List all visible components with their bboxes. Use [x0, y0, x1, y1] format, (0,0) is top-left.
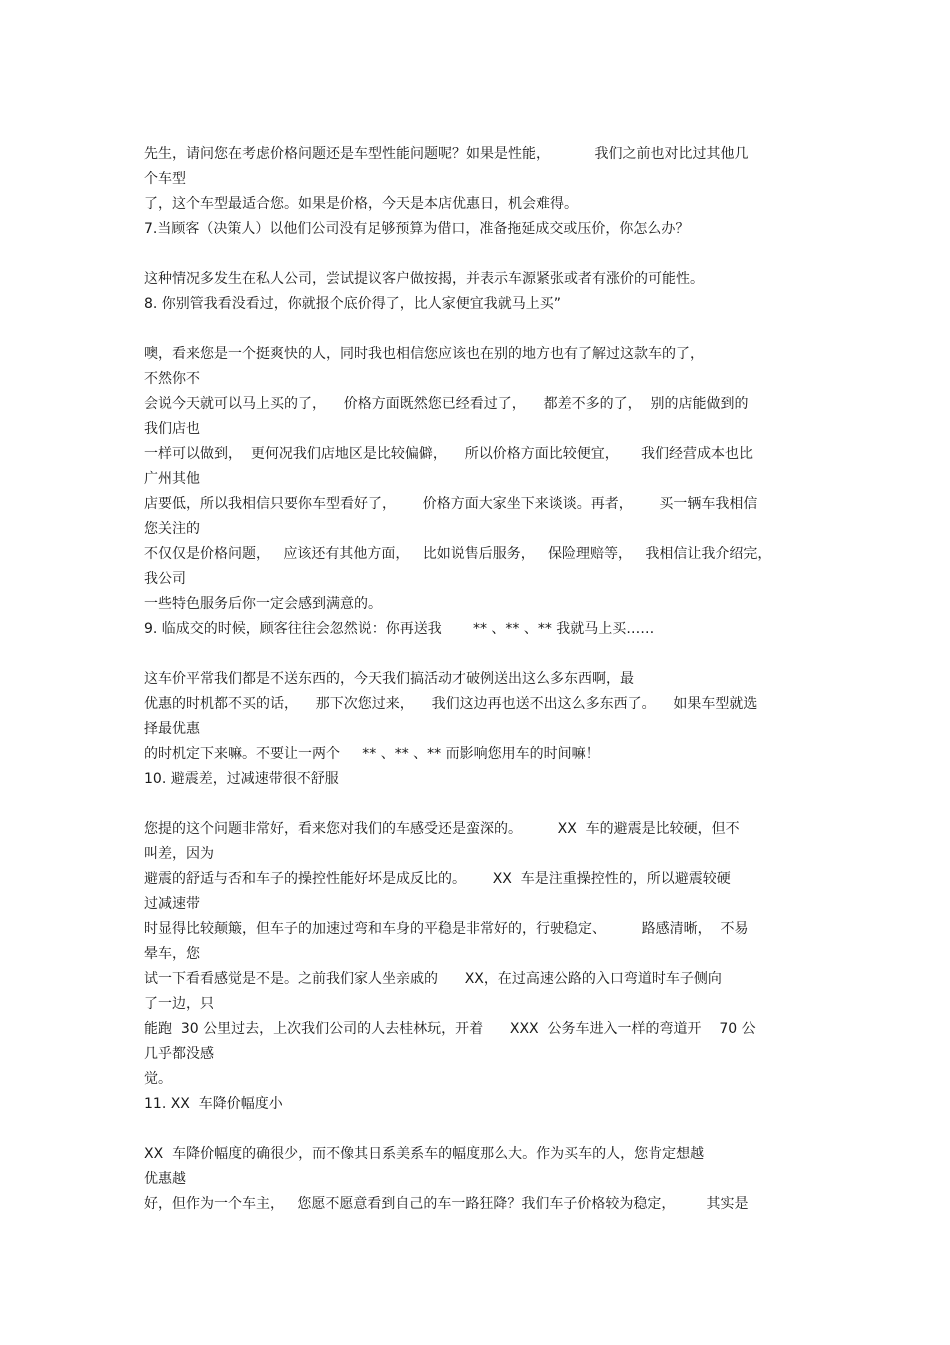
text-line: 您提的这个问题非常好，看来您对我们的车感受还是蛮深的。 XX 车的避震是比较硬，但不 [144, 821, 740, 837]
text-line: 噢，看来您是一个挺爽快的人，同时我也相信您应该也在别的地方也有了解过这款车的了， [144, 346, 704, 362]
text-line: 店要低，所以我相信只要你车型看好了， 价格方面大家坐下来谈谈。再者， 买一辆车我相信 [144, 496, 758, 512]
text-line: 的时机定下来嘛。不要让一两个 ** 、** 、** 而影响您用车的时间嘛！ [144, 746, 600, 762]
text-line: 优惠越 [144, 1171, 186, 1187]
text-line: 能跑 30 公里过去，上次我们公司的人去桂林玩，开着 XXX 公务车进入一样的弯道开 70 公 [144, 1021, 756, 1037]
text-line: 过减速带 [144, 896, 200, 912]
text-line: 择最优惠 [144, 721, 200, 737]
text-line: 一样可以做到， 更何况我们店地区是比较偏僻， 所以价格方面比较便宜， 我们经营成本也比 [144, 446, 753, 462]
text-line: 不然你不 [144, 371, 200, 387]
text-line: 会说今天就可以马上买的了， 价格方面既然您已经看过了， 都差不多的了， 别的店能做到的 [144, 396, 749, 412]
text-line: XX 车降价幅度的确很少，而不像其日系美系车的幅度那么大。作为买车的人，您肯定想越 [144, 1146, 705, 1162]
text-line: 晕车，您 [144, 946, 200, 962]
text-line: 时显得比较颠簸，但车子的加速过弯和车身的平稳是非常好的，行驶稳定、 路感清晰， 不易 [144, 921, 749, 937]
text-line: 避震的舒适与否和车子的操控性能好坏是成反比的。 XX 车是注重操控性的，所以避震较硬 [144, 871, 731, 887]
text-line: 觉。 [144, 1071, 172, 1087]
question-heading: 10. 避震差，过减速带很不舒服 [144, 771, 339, 787]
text-line: 了一边，只 [144, 996, 214, 1012]
text-line: 广州其他 [144, 471, 200, 487]
text-line: 您关注的 [144, 521, 200, 537]
text-line: 好，但作为一个车主， 您愿不愿意看到自己的车一路狂降？我们车子价格较为稳定， 其实是 [144, 1196, 749, 1212]
text-line: 我公司 [144, 571, 186, 587]
text-line: 这种情况多发生在私人公司，尝试提议客户做按揭，并表示车源紧张或者有涨价的可能性。 [144, 271, 704, 287]
text-line: 一些特色服务后你一定会感到满意的。 [144, 596, 382, 612]
text-line: 几乎都没感 [144, 1046, 214, 1062]
question-heading: 11. XX 车降价幅度小 [144, 1096, 283, 1112]
text-line: 这车价平常我们都是不送东西的，今天我们搞活动才破例送出这么多东西啊，最 [144, 671, 634, 687]
text-line: 先生，请问您在考虑价格问题还是车型性能问题呢？如果是性能， 我们之前也对比过其他几 [144, 146, 749, 162]
text-line: 了，这个车型最适合您。如果是价格，今天是本店优惠日，机会难得。 [144, 196, 578, 212]
text-line: 优惠的时机都不买的话， 那下次您过来， 我们这边再也送不出这么多东西了。 如果车型就选 [144, 696, 758, 712]
question-heading: 7.当顾客（决策人）以他们公司没有足够预算为借口，准备拖延成交或压价，你怎么办？ [144, 221, 690, 237]
text-line: 叫差，因为 [144, 846, 214, 862]
text-line: 不仅仅是价格问题， 应该还有其他方面， 比如说售后服务， 保险理赔等， 我相信让我介绍完， [144, 546, 772, 562]
question-heading: 9. 临成交的时候，顾客往往会忽然说：你再送我 ** 、** 、** 我就马上买…… [144, 621, 655, 637]
text-line: 我们店也 [144, 421, 200, 437]
text-line: 个车型 [144, 171, 186, 187]
text-line: 试一下看看感觉是不是。之前我们家人坐亲戚的 XX，在过高速公路的入口弯道时车子侧向 [144, 971, 722, 987]
question-heading: 8. 你别管我看没看过，你就报个底价得了，比人家便宜我就马上买” [144, 296, 562, 312]
